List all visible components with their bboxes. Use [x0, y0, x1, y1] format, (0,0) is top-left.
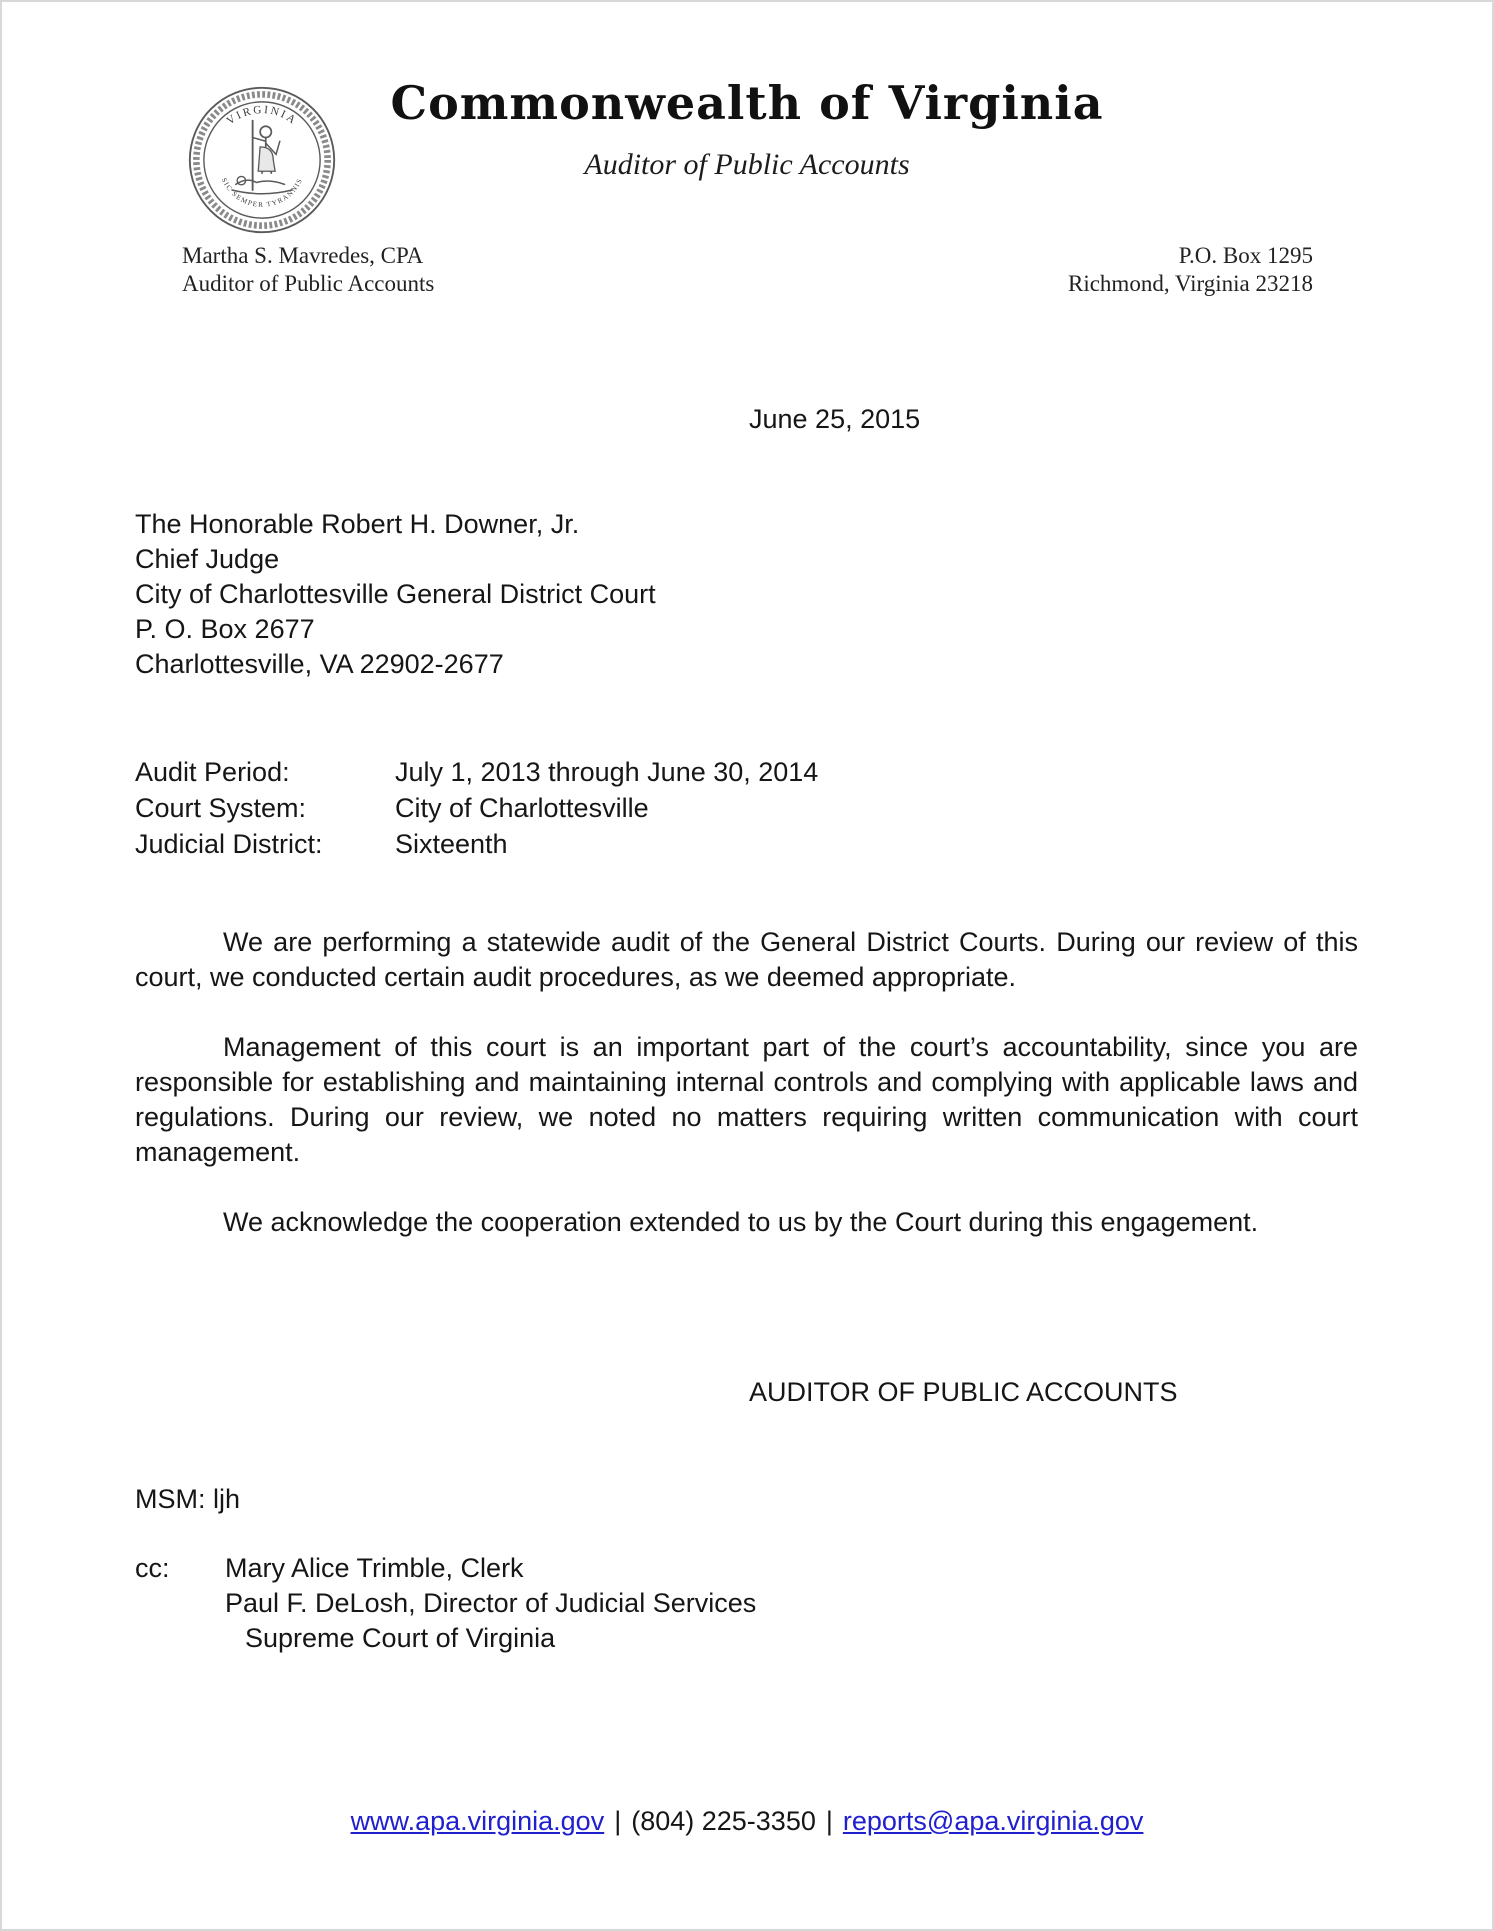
- seal-bottom-text: SIC SEMPER TYRANNIS: [219, 176, 305, 209]
- website-link[interactable]: www.apa.virginia.gov: [350, 1806, 605, 1836]
- phone-number: (804) 225-3350: [631, 1806, 816, 1836]
- paragraph-acknowledgement: We acknowledge the cooperation extended to us by the Court during this engagement.: [223, 1207, 1259, 1237]
- judicial-district-label: Judicial District:: [135, 829, 323, 859]
- paragraph-management-responsibility: Management of this court is an important part of the court’s accountability, since you are responsible for establishing and maintaining internal controls and complying with applicable laws and regulations. During our review, we noted no matters requiring written communication with court management.: [135, 1032, 1358, 1167]
- letter-body: [135, 402, 1358, 1656]
- reference-initials: MSM: ljh: [135, 1484, 241, 1514]
- detail-row-judicial-district: [135, 826, 1358, 862]
- cc-label: cc:: [135, 1553, 170, 1583]
- office-city-state-zip: Richmond, Virginia 23218: [1067, 271, 1313, 296]
- official-title: Auditor of Public Accounts: [182, 271, 435, 296]
- recipient-address-block: [135, 507, 1358, 682]
- court-system-value: City of Charlottesville: [395, 793, 649, 823]
- audit-details-block: [135, 754, 1358, 862]
- official-name-block: [182, 242, 434, 298]
- office-address-block: [1068, 242, 1313, 298]
- audit-period-value: July 1, 2013 through June 30, 2014: [395, 757, 819, 787]
- signature-organization: AUDITOR OF PUBLIC ACCOUNTS: [749, 1377, 1178, 1407]
- recipient-po-box: P. O. Box 2677: [135, 614, 315, 644]
- organization-title: Commonwealth of Virginia: [390, 76, 1104, 130]
- letter-date: June 25, 2015: [749, 404, 921, 434]
- recipient-city-state-zip: Charlottesville, VA 22902-2677: [135, 649, 504, 679]
- cc-block: [135, 1551, 1358, 1656]
- court-system-label: Court System:: [135, 793, 307, 823]
- paragraph-audit-scope: We are performing a statewide audit of the General District Courts. During our review of this court, we conducted certain audit procedures, as we deemed appropriate.: [135, 927, 1358, 992]
- organization-subtitle: Auditor of Public Accounts: [584, 148, 910, 181]
- cc-list: [225, 1551, 756, 1656]
- email-link[interactable]: reports@apa.virginia.gov: [842, 1806, 1144, 1836]
- recipient-name: The Honorable Robert H. Downer, Jr.: [135, 509, 580, 539]
- recipient-court: City of Charlottesville General District Court: [135, 579, 656, 609]
- cc-entry-director: Paul F. DeLosh, Director of Judicial Services: [225, 1588, 757, 1618]
- detail-row-court-system: [135, 790, 1358, 826]
- footer-separator: |: [614, 1806, 622, 1836]
- detail-row-audit-period: [135, 754, 1358, 790]
- office-po-box: P.O. Box 1295: [1178, 243, 1313, 268]
- seal-top-text: VIRGINIA: [224, 103, 300, 128]
- recipient-title: Chief Judge: [135, 544, 280, 574]
- audit-period-label: Audit Period:: [135, 757, 290, 787]
- cc-entry-clerk: Mary Alice Trimble, Clerk: [225, 1553, 524, 1583]
- official-name: Martha S. Mavredes, CPA: [182, 243, 424, 268]
- page-footer: [2, 1806, 1492, 1837]
- judicial-district-value: Sixteenth: [395, 829, 508, 859]
- cc-entry-supreme-court: Supreme Court of Virginia: [245, 1623, 556, 1653]
- footer-separator: |: [825, 1806, 833, 1836]
